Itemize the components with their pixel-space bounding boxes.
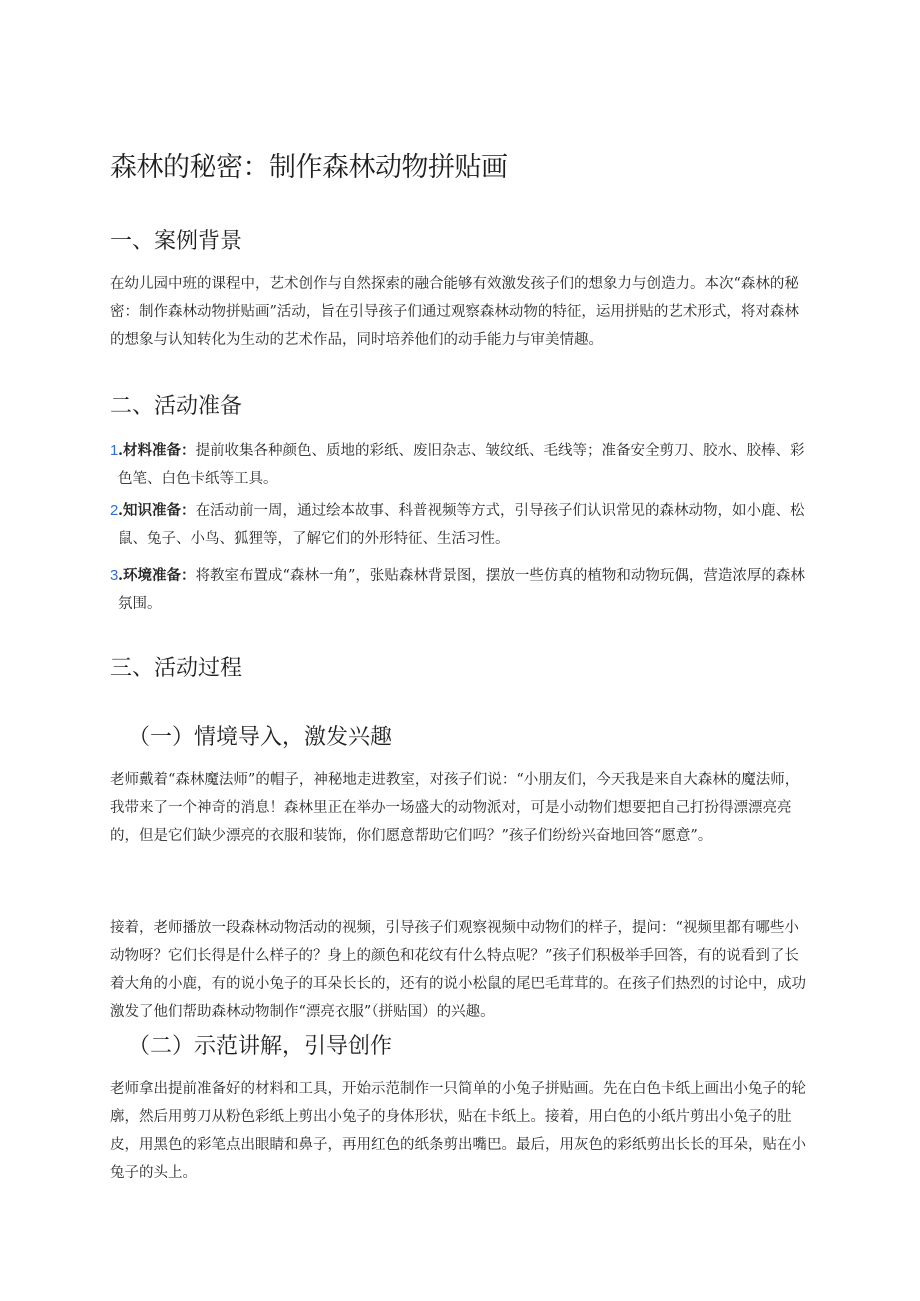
intro-paragraph-1: 老师戴着“森林魔法师”的帽子，神秘地走进教室，对孩子们说：“小朋友们，今天我是来自大森林的魔法师，我带来了一个神奇的消息！森林里正在举办一场盛大的动物派对，可是小动物们想要把自己打扮得漂漂亮亮的，但是它们缺少漂亮的衣服和装饰，你们愿意帮助它们吗？”孩子们纷纷兴奋地回答“愿意”。: [110, 772, 800, 844]
list-item-label: .材料准备：: [118, 442, 196, 459]
demo-paragraph: 老师拿出提前准备好的材料和工具，开始示范制作一只简单的小兔子拼贴画。先在白色卡纸上画出小兔子的轮廓，然后用剪刀从粉色彩纸上剪出小兔子的身体形状，贴在卡纸上。接着，用白色的小纸片剪出小兔子的肚皮，用黑色的彩笔点出眼睛和鼻子，再用红色的纸条剪出嘴巴。最后，用灰色的彩纸剪出长长的耳朵，贴在小兔子的头上。: [110, 1081, 806, 1181]
list-item-text: 将教室布置成“森林一角”，张贴森林背景图，摆放一些仿真的植物和动物玩偶，营造浓厚的森林氛围。: [118, 568, 805, 612]
list-item: [110, 497, 810, 553]
list-item-text: 提前收集各种颜色、质地的彩纸、废旧杂志、皱纹纸、毛线等；准备安全剪刀、胶水、胶棒、彩色笔、白色卡纸等工具。: [118, 443, 805, 487]
list-item-label: .环境准备：: [118, 567, 196, 584]
list-number: 3: [110, 567, 119, 584]
list-item: [110, 437, 810, 493]
list-item-body: [110, 437, 810, 493]
subsection-heading-intro: （一）情境导入，激发兴趣: [128, 725, 393, 750]
list-number: 1: [110, 442, 119, 459]
list-item-body: [110, 562, 810, 618]
intro-paragraph-2: 接着，老师播放一段森林动物活动的视频，引导孩子们观察视频中动物们的样子，提问：“视频里都有哪些小动物呀？它们长得是什么样子的？身上的颜色和花纹有什么特点呢？”孩子们积极举手回答，有的说看到了长着大角的小鹿，有的说小兔子的耳朵长长的，还有的说小松鼠的尾巴毛茸茸的。在孩子们热烈的讨论中，成功激发了他们帮助森林动物制作“漂亮衣服”（拼贴国）的兴趣。: [110, 920, 806, 1020]
background-paragraph: 在幼儿园中班的课程中，艺术创作与自然探索的融合能够有效激发孩子们的想象力与创造力。本次“森林的秘密：制作森林动物拼贴画”活动，旨在引导孩子们通过观察森林动物的特征，运用拼贴的艺术形式，将对森林的想象与认知转化为生动的艺术作品，同时培养他们的动手能力与审美情趣。: [110, 276, 799, 348]
section-heading-background: 一、案例背景: [110, 229, 243, 254]
list-number: 2: [110, 502, 119, 519]
list-item-body: [110, 497, 810, 553]
subsection-heading-demo: （二）示范讲解，引导创作: [128, 1034, 393, 1059]
section-heading-preparation: 二、活动准备: [110, 394, 243, 419]
list-item: [110, 562, 810, 618]
page-title: 森林的秘密：制作森林动物拼贴画: [110, 152, 508, 183]
list-item-text: 在活动前一周，通过绘本故事、科普视频等方式，引导孩子们认识常见的森林动物，如小鹿、松鼠、兔子、小鸟、狐狸等，了解它们的外形特征、生活习性。: [118, 503, 805, 547]
section-heading-process: 三、活动过程: [110, 656, 243, 681]
list-item-label: .知识准备：: [118, 502, 196, 519]
